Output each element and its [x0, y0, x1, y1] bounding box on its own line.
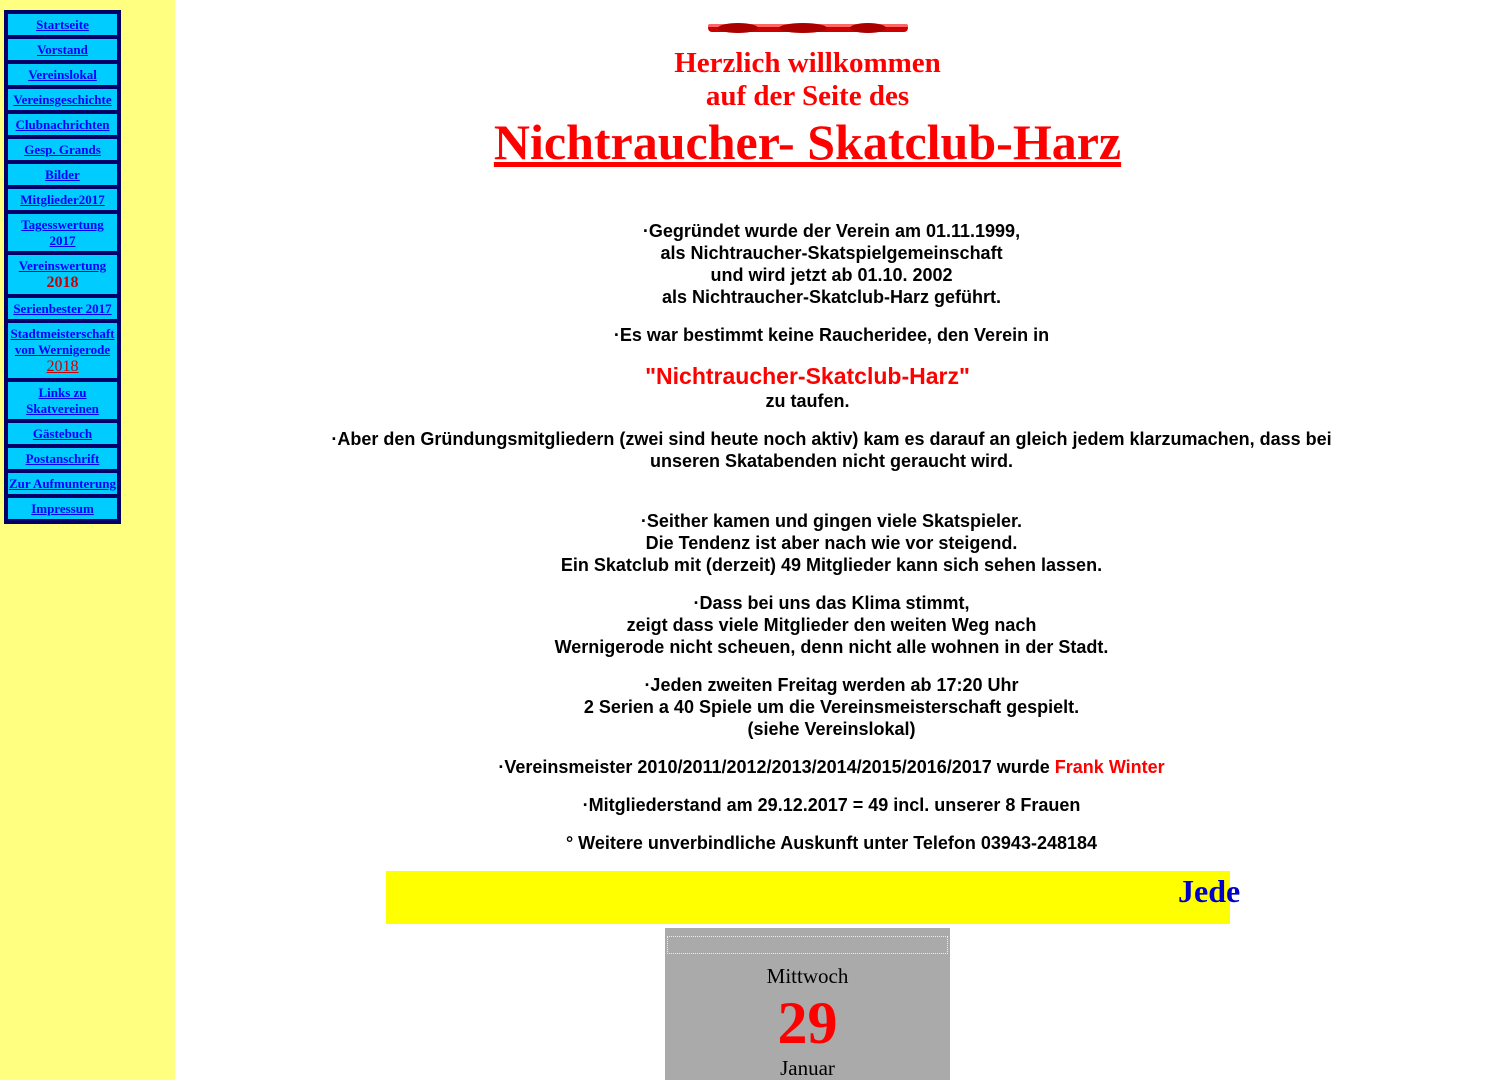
nav-item-clubnachrichten[interactable]	[7, 113, 118, 136]
calendar-top-bar	[667, 936, 948, 954]
nav-item-vereinswertung[interactable]	[7, 254, 118, 295]
nav-item-aufmunterung[interactable]	[7, 472, 118, 495]
climate-paragraph	[175, 592, 1488, 658]
nav-link-gesp-grands[interactable]: Gesp. Grands	[24, 142, 101, 157]
nav-item-impressum[interactable]	[7, 497, 118, 520]
calendar-widget	[665, 928, 950, 1080]
scrolling-marquee	[386, 871, 1241, 924]
welcome-heading-line1: Herzlich willkommen	[674, 47, 941, 79]
nav-link-bilder[interactable]: Bilder	[45, 167, 80, 182]
naming-paragraph	[175, 324, 1488, 346]
nav-item-gaestebuch[interactable]	[7, 422, 118, 445]
text-line: und wird jetzt ab 01.10. 2002	[710, 265, 953, 285]
nav-item-serienbester[interactable]	[7, 297, 118, 320]
text-line: Wernigerode nicht scheuen, denn nicht alle wohnen in der Stadt.	[554, 637, 1109, 657]
calendar-weekday: Mittwoch	[766, 964, 849, 988]
club-name-quote: "Nichtraucher-Skatclub-Harz"	[645, 363, 970, 389]
sidebar	[0, 0, 175, 1080]
stadtmeisterschaft-year[interactable]: 2018	[46, 358, 79, 375]
nav-item-tageswertung[interactable]	[7, 213, 118, 252]
nav-item-postanschrift[interactable]	[7, 447, 118, 470]
nav-item-startseite[interactable]	[7, 13, 118, 36]
text-line: ·Es war bestimmt keine Raucheridee, den Verein in	[613, 325, 1050, 345]
nav-link-vereinslokal[interactable]: Vereinslokal	[28, 67, 97, 82]
champion-text: ·Vereinsmeister 2010/2011/2012/2013/2014/2015/2016/2017 wurde	[498, 757, 1055, 777]
nav-link-impressum[interactable]: Impressum	[31, 501, 94, 516]
decorative-banner-graphic	[708, 22, 908, 34]
nav-item-vereinsgeschichte[interactable]	[7, 88, 118, 111]
nav-link-vorstand[interactable]: Vorstand	[37, 42, 88, 57]
nav-item-vorstand[interactable]	[7, 38, 118, 61]
text-line: ° Weitere unverbindliche Auskunft unter Telefon 03943-248184	[565, 833, 1098, 853]
schedule-paragraph	[175, 674, 1488, 740]
nav-item-bilder[interactable]	[7, 163, 118, 186]
text-line: ·Gegründet wurde der Verein am 01.11.1999,	[642, 221, 1021, 241]
text-line: ·Dass bei uns das Klima stimmt,	[693, 593, 970, 613]
main-navigation	[4, 10, 121, 524]
founding-paragraph	[175, 220, 1488, 308]
welcome-heading-line2: auf der Seite des	[705, 80, 910, 112]
membership-paragraph	[175, 794, 1488, 816]
text-line: unseren Skatabenden nicht geraucht wird.	[649, 451, 1014, 471]
nav-link-vereinsgeschichte[interactable]: Vereinsgeschichte	[13, 92, 112, 107]
nav-item-stadtmeisterschaft[interactable]	[7, 322, 118, 379]
nav-link-gaestebuch[interactable]: Gästebuch	[32, 426, 93, 441]
nav-link-postanschrift[interactable]: Postanschrift	[25, 451, 100, 466]
nav-link-links[interactable]: Links zu Skatvereinen	[26, 385, 99, 416]
text-line: als Nichtraucher-Skatclub-Harz geführt.	[661, 287, 1002, 307]
nav-link-clubnachrichten[interactable]: Clubnachrichten	[15, 117, 110, 132]
contact-paragraph	[175, 832, 1488, 854]
nav-link-vereinswertung[interactable]: Vereinswertung	[18, 258, 107, 273]
marquee-text: Jede	[1178, 873, 1241, 909]
nav-link-tageswertung[interactable]: Tagesswertung 2017	[21, 217, 104, 248]
text-line: als Nichtraucher-Skatspielgemeinschaft	[660, 243, 1003, 263]
founders-paragraph	[175, 428, 1488, 472]
nav-item-links[interactable]	[7, 381, 118, 420]
text-line: ·Mitgliederstand am 29.12.2017 = 49 incl. unserer 8 Frauen	[582, 795, 1081, 815]
champion-name: Frank Winter	[1054, 757, 1165, 777]
nav-item-mitglieder[interactable]	[7, 188, 118, 211]
nav-link-mitglieder[interactable]: Mitglieder2017	[20, 192, 105, 207]
text-line: Ein Skatclub mit (derzeit) 49 Mitglieder kann sich sehen lassen.	[560, 555, 1103, 575]
vereinswertung-year: 2018	[46, 274, 79, 291]
text-line: zeigt dass viele Mitglieder den weiten Weg nach	[626, 615, 1037, 635]
champion-paragraph	[175, 756, 1488, 778]
calendar-month: Januar	[780, 1056, 835, 1080]
nav-link-stadtmeisterschaft[interactable]: Stadtmeisterschaft von Wernigerode	[10, 326, 115, 357]
text-line: ·Seither kamen und gingen viele Skatspieler.	[640, 511, 1023, 531]
club-name-highlight	[175, 362, 1440, 412]
nav-link-startseite[interactable]: Startseite	[36, 17, 89, 32]
club-title: Nichtraucher- Skatclub-Harz	[493, 114, 1122, 170]
nav-link-serienbester[interactable]: Serienbester 2017	[13, 301, 112, 316]
nav-item-vereinslokal[interactable]	[7, 63, 118, 86]
text-line: Die Tendenz ist aber nach wie vor steigend.	[645, 533, 1018, 553]
text-line: ·Jeden zweiten Freitag werden ab 17:20 Uhr	[644, 675, 1019, 695]
nav-link-aufmunterung[interactable]: Zur Aufmunterung	[8, 476, 117, 491]
main-content	[175, 0, 1440, 1080]
players-paragraph	[175, 510, 1488, 576]
calendar-day-number: 29	[777, 990, 838, 1056]
nav-item-gesp-grands[interactable]	[7, 138, 118, 161]
text-line: zu taufen.	[765, 391, 850, 411]
text-line: ·Aber den Gründungsmitgliedern (zwei sind heute noch aktiv) kam es darauf an gleich jedem klarzumachen, dass bei	[331, 429, 1332, 449]
text-line: 2 Serien a 40 Spiele um die Vereinsmeisterschaft gespielt.	[583, 697, 1080, 717]
text-line: (siehe Vereinslokal)	[747, 719, 916, 739]
